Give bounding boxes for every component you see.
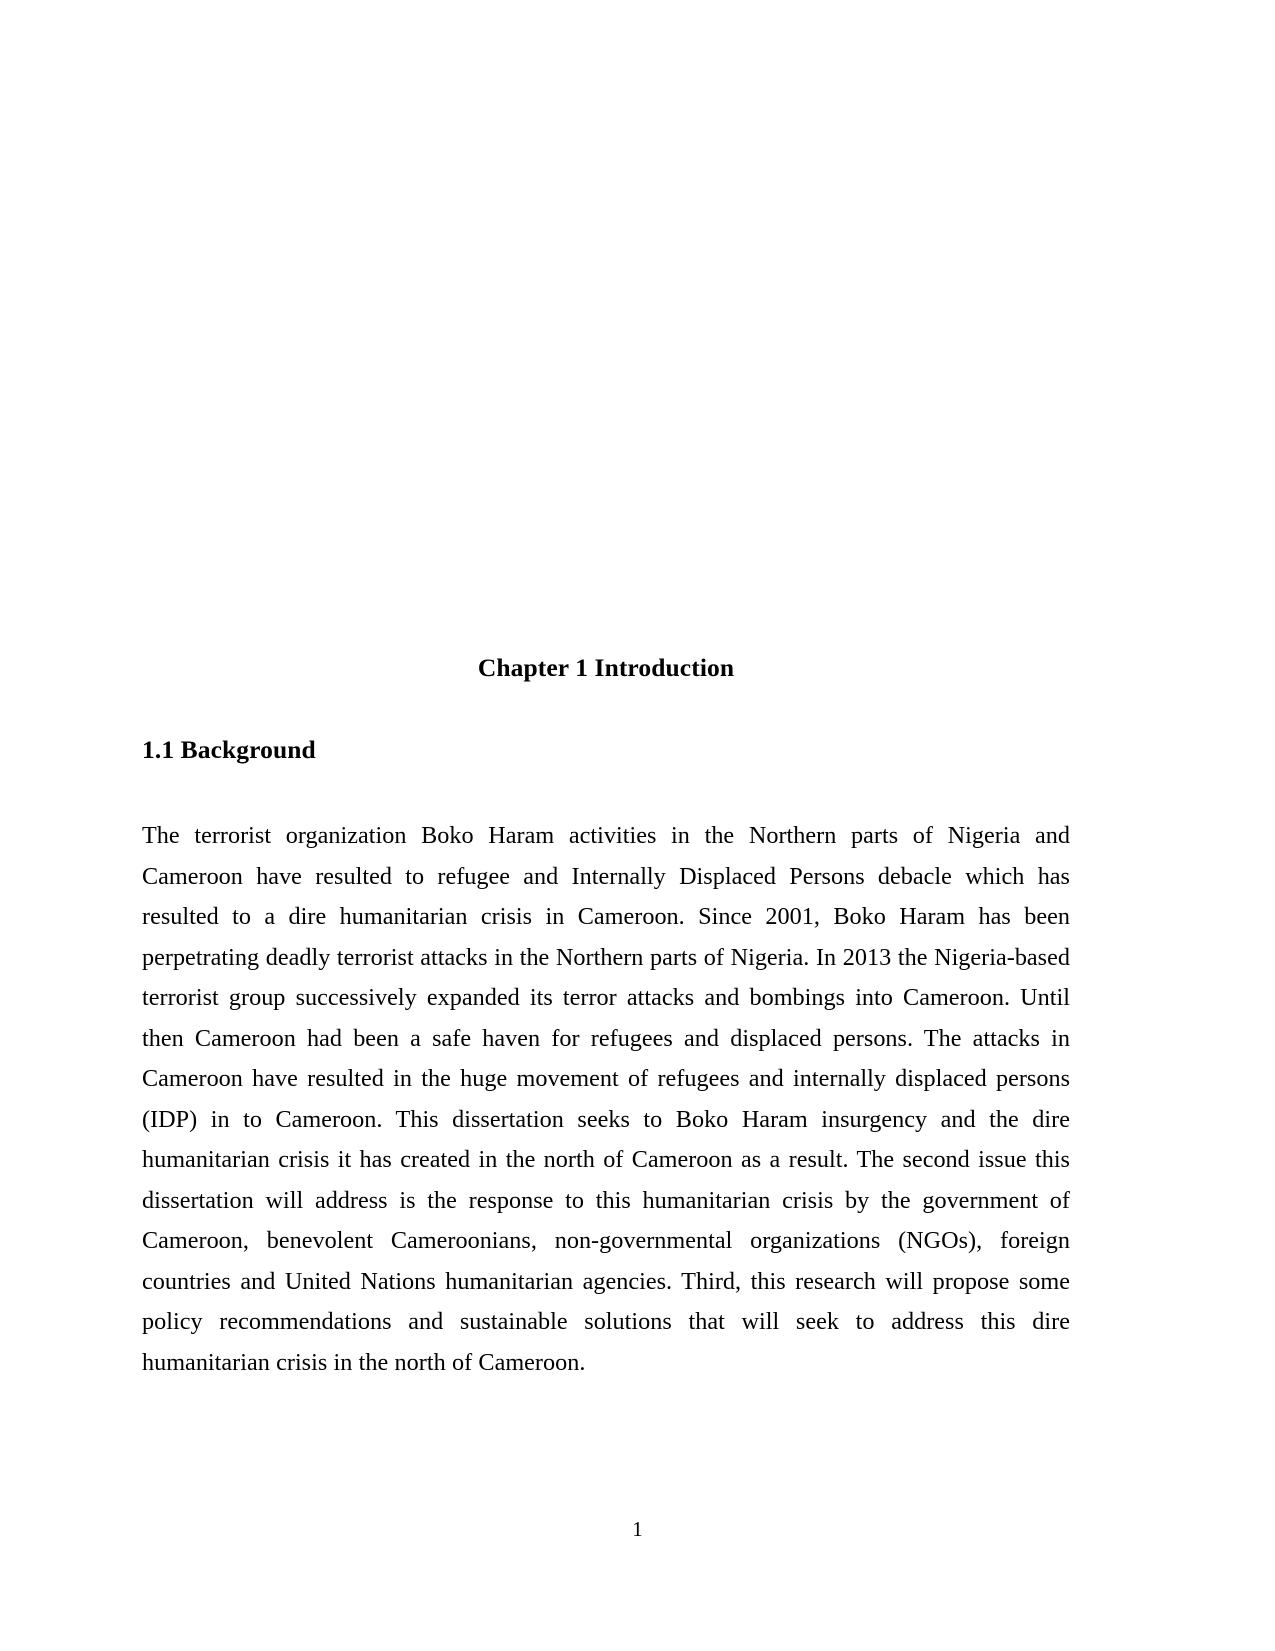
page-number: 1 <box>632 1517 643 1541</box>
section-heading-background: 1.1 Background <box>142 735 316 764</box>
body-text-block <box>142 816 1070 1383</box>
background-paragraph: The terrorist organization Boko Haram activities in the Northern parts of Nigeria and Cameroon have resulted to refugee and Internally Displaced Persons debacle which has resulted to a dire humanitarian crisis in Cameroon. Since 2001, Boko Haram has been perpetrating deadly terrorist attacks in the Northern parts of Nigeria. In 2013 the Nigeria-based terrorist group successively expanded its terror attacks and bombings into Cameroon. Until then Cameroon had been a safe haven for refugees and displaced persons. The attacks in Cameroon have resulted in the huge movement of refugees and internally displaced persons (IDP) in to Cameroon. This dissertation seeks to Boko Haram insurgency and the dire humanitarian crisis it has created in the north of Cameroon as a result. The second issue this dissertation will address is the response to this humanitarian crisis by the government of Cameroon, benevolent Cameroonians, non-governmental organizations (NGOs), foreign countries and United Nations humanitarian agencies. Third, this research will propose some policy recommendations and sustainable solutions that will seek to address this dire humanitarian crisis in the north of Cameroon. <box>142 822 1070 1376</box>
chapter-title-block <box>142 655 1070 681</box>
chapter-title: Chapter 1 Introduction <box>477 653 735 682</box>
section-heading-block <box>142 737 1070 763</box>
